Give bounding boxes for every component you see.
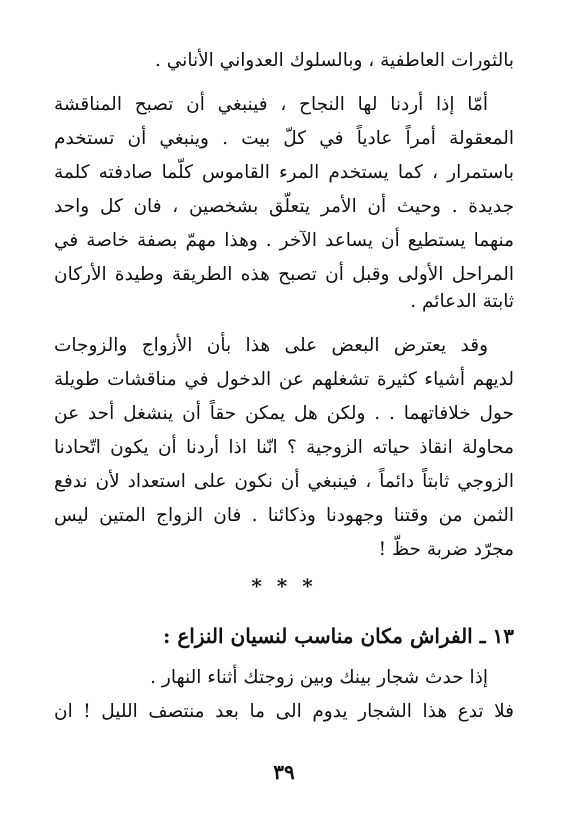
paragraph-line: جديدة . وحيث أن الأمر يتعلّق بشخصين ، فان كل واحد — [54, 196, 514, 217]
paragraph-line: منهما يستطيع أن يساعد الآخر . وهذا مهمّ بصفة خاصة في — [54, 230, 514, 251]
paragraph-line: أمّا إذا أردنا لها النجاح ، فينبغي أن تصبح المناقشة — [54, 94, 488, 115]
page-number: ٣٩ — [273, 760, 295, 784]
paragraph-line: محاولة انقاذ حياته الزوجية ؟ انّنا اذا أردنا أن يكون اتّحادنا — [54, 437, 514, 458]
section-heading: ١٣ ـ الفراش مكان مناسب لنسيان النزاع : — [162, 624, 514, 648]
paragraph-line: ثابتة الدعائم . — [410, 291, 514, 312]
paragraph-line: الثمن من وقتنا وجهودنا وذكائنا . فان الزواج المتين ليس — [54, 505, 514, 526]
intro-line: بالثورات العاطفية ، وبالسلوك العدواني الأناني . — [155, 50, 514, 71]
paragraph-line: باستمرار ، كما يستخدم المرء القاموس كلّما صادفته كلمة — [54, 162, 514, 183]
section-divider: * * * — [251, 574, 317, 598]
paragraph-line: المعقولة أمراً عادياً في كلّ بيت . وينبغي أن تستخدم — [54, 128, 514, 149]
paragraph-line: مجرّد ضربة حظّ ! — [378, 539, 514, 560]
paragraph-line: فلا تدع هذا الشجار يدوم الى ما بعد منتصف الليل ! ان — [54, 701, 514, 722]
paragraph-line: إذا حدث شجار بينك وبين زوجتك أثناء النهار . — [150, 667, 488, 688]
paragraph-line: وقد يعترض البعض على هذا بأن الأزواج والزوجات — [54, 335, 488, 356]
paragraph-line: الزوجي ثابتاً دائماً ، فينبغي أن نكون على استعداد لأن ندفع — [54, 471, 514, 492]
paragraph-line: لديهم أشياء كثيرة تشغلهم عن الدخول في مناقشات طويلة — [54, 369, 514, 390]
paragraph-line: حول خلافاتهما . . ولكن هل يمكن حقاً أن ينشغل أحد عن — [54, 403, 514, 424]
paragraph-line: المراحل الأولى وقبل أن تصبح هذه الطريقة وطيدة الأركان — [54, 264, 514, 285]
